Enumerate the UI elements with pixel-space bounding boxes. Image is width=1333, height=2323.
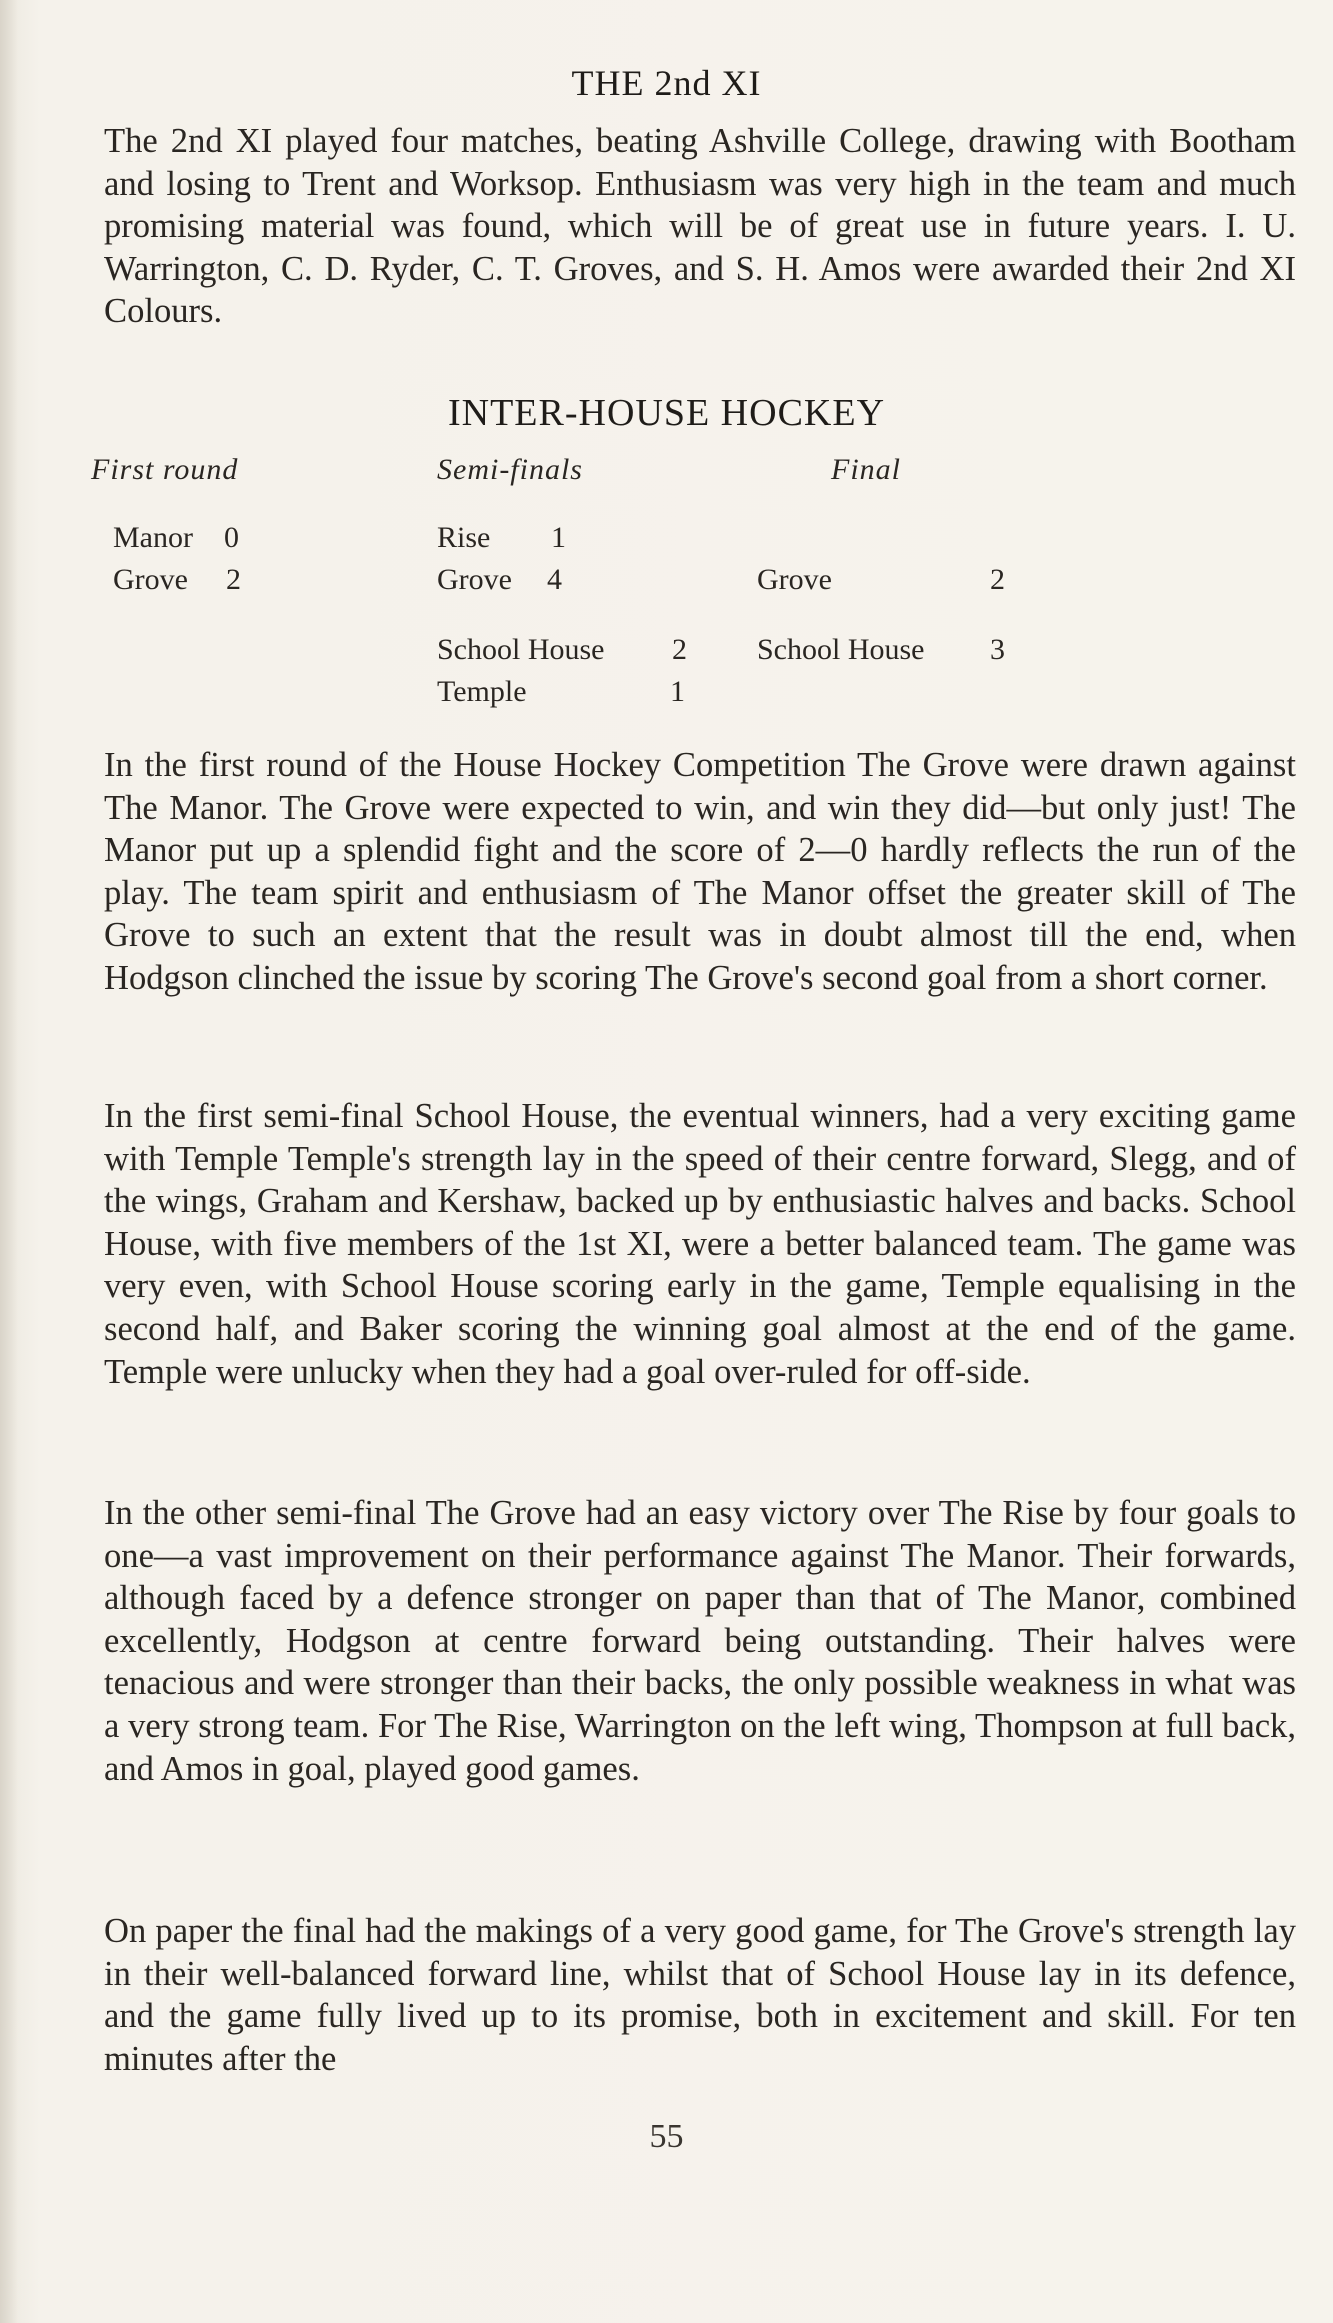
header-semi-finals: Semi-finals [437, 453, 583, 486]
semi-final-score: 1 [551, 521, 566, 554]
final-score: 2 [990, 563, 1005, 596]
section-title-2nd-xi: THE 2nd XI [571, 63, 762, 103]
paragraph-second-semi-final: In the other semi-final The Grove had an easy victory over The Rise by four goals to one—a vast improvement on their performance against The Manor. Their forwards, although faced by a defence stronger on paper than that of The Manor, combined excellently, Hodgson at centre forward being outstanding. Their halves were tenacious and were stronger than their backs, the only possible weakness in what was a very strong team. For The Rise, Warrington on the left wing, Thompson at full back, and Amos in goal, played good games. [104, 1494, 1296, 1788]
final-team: School House [757, 633, 925, 666]
page-number: 55 [649, 2118, 684, 2155]
paragraph-final: On paper the final had the makings of a very good game, for The Grove's strength lay in their well-balanced forward line, whilst that of School House lay in its defence, and the game fully lived up to its promise, both in excitement and skill. For ten minutes after the [104, 1912, 1296, 2078]
header-first-round: First round [91, 453, 239, 486]
first-round-score: 2 [226, 563, 241, 596]
semi-final-team: Temple [437, 675, 527, 708]
semi-final-team: Rise [437, 521, 491, 554]
semi-final-score: 2 [672, 633, 687, 666]
final-score: 3 [990, 633, 1005, 666]
semi-final-team: School House [437, 633, 605, 666]
page-gutter-shadow [0, 0, 18, 2323]
paragraph-first-round: In the first round of the House Hockey Competition The Grove were drawn against The Manor. The Grove were expected to win, and win they did—but only just! The Manor put up a splendid fight and the score of 2—0 hardly reflects the run of the play. The team spirit and enthusiasm of The Manor offset the greater skill of The Grove to such an extent that the result was in doubt almost till the end, when Hodgson clinched the issue by scoring The Grove's second goal from a short corner. [104, 746, 1296, 997]
semi-final-team: Grove [437, 563, 512, 596]
paragraph-first-semi-final: In the first semi-final School House, the eventual winners, had a very exciting game with Temple Temple's strength lay in the speed of their centre forward, Slegg, and of the wings, Graham and Kershaw, backed up by enthusiastic halves and backs. School House, with five members of the 1st XI, were a better balanced team. The game was very even, with School House scoring early in the game, Temple equalising in the second half, and Baker scoring the winning goal almost at the end of the game. Temple were unlucky when they had a goal over-ruled for off-side. [104, 1097, 1296, 1391]
header-final: Final [831, 453, 901, 486]
section-title-inter-house-hockey: INTER-HOUSE HOCKEY [447, 392, 886, 434]
semi-final-score: 4 [547, 563, 562, 596]
first-round-team: Manor [113, 521, 193, 554]
paragraph-2nd-xi: The 2nd XI played four matches, beating Ashville College, drawing with Bootham and losing to Trent and Worksop. Enthusiasm was very high in the team and much promising material was found, which will be of great use in future years. I. U. Warrington, C. D. Ryder, C. T. Groves, and S. H. Amos were awarded their 2nd XI Colours. [104, 122, 1296, 331]
first-round-team: Grove [113, 563, 188, 596]
final-team: Grove [757, 563, 832, 596]
semi-final-score: 1 [670, 675, 685, 708]
first-round-score: 0 [224, 521, 239, 554]
